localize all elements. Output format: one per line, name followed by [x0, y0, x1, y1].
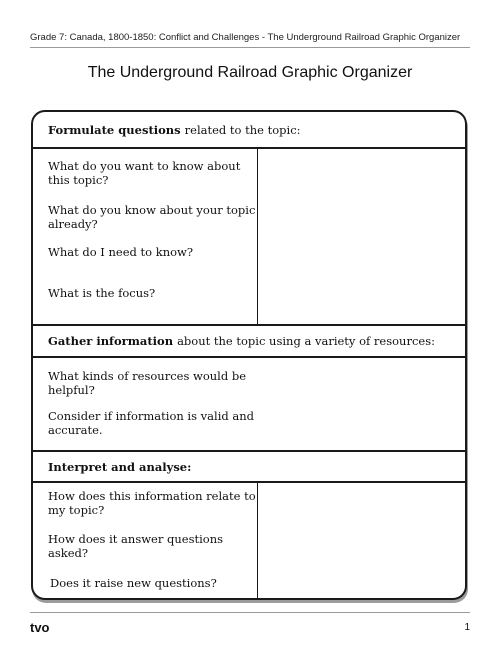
page-number: 1: [464, 622, 470, 633]
section-heading-bold: Gather information: [48, 334, 174, 348]
prompt-text: What do you know about your topic already?: [48, 203, 256, 231]
footer-divider: [30, 612, 470, 613]
section-heading-text: about the topic using a variety of resources:: [177, 334, 435, 348]
prompt-text: What do you want to know about this topic?: [48, 159, 241, 187]
header-divider: [30, 47, 470, 48]
section-gather-information-heading: [33, 326, 465, 356]
prompt-text: How does this information relate to my topic?: [48, 489, 256, 517]
section-interpret-analyse-heading: [33, 452, 465, 481]
prompt-text: What is the focus?: [48, 286, 156, 300]
divider: [33, 356, 465, 358]
graphic-organizer: [31, 110, 467, 600]
section-heading-bold: Formulate questions: [48, 122, 181, 137]
section-formulate-questions-heading: [33, 112, 465, 147]
page-title: The Underground Railroad Graphic Organizer: [87, 64, 413, 81]
prompt-text: Consider if information is valid and accurate.: [48, 409, 255, 437]
answer-area-interpret-analyse[interactable]: [258, 483, 467, 600]
section-heading-text: related to the topic:: [184, 122, 301, 137]
prompt-text: What do I need to know?: [48, 245, 194, 259]
prompt-text: Does it raise new questions?: [50, 576, 217, 590]
document-header: Grade 7: Canada, 1800-1850: Conflict and Challenges - The Underground Railroad Graphic Organizer: [30, 32, 461, 43]
prompt-text: What kinds of resources would be helpful?: [48, 369, 247, 397]
section-heading-bold: Interpret and analyse:: [48, 459, 192, 474]
prompt-text: How does it answer questions asked?: [48, 532, 224, 560]
answer-area-formulate-questions[interactable]: [258, 149, 467, 324]
tvo-logo: tvo: [30, 620, 50, 635]
